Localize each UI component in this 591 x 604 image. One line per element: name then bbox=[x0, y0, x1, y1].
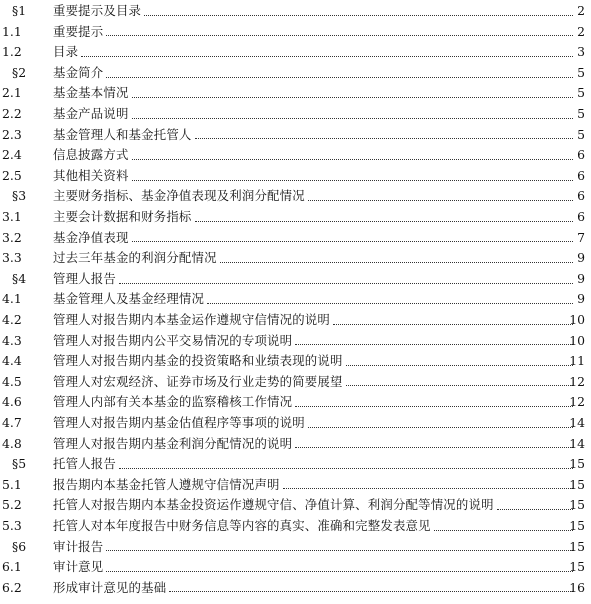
toc-entry-number: 2.5 bbox=[2, 167, 22, 183]
toc-dot-leader bbox=[220, 261, 573, 263]
toc-entry-page-number: 9 bbox=[577, 270, 585, 286]
toc-entry-number: §1 bbox=[12, 3, 27, 19]
toc-entry-title: 审计意见 bbox=[53, 559, 104, 575]
toc-entry-title-wrap bbox=[53, 229, 576, 245]
toc-entry-number: §6 bbox=[12, 538, 27, 554]
toc-dot-leader bbox=[106, 549, 573, 551]
toc-subsection-entry[interactable] bbox=[0, 166, 591, 187]
toc-entry-title-wrap bbox=[53, 87, 576, 99]
toc-subsection-entry[interactable] bbox=[0, 413, 591, 434]
toc-entry-page-number: 9 bbox=[577, 291, 585, 307]
toc-entry-number: 4.6 bbox=[2, 394, 22, 410]
toc-subsection-entry[interactable] bbox=[0, 475, 591, 496]
toc-subsection-entry[interactable] bbox=[0, 125, 591, 146]
toc-entry-title: 基金产品说明 bbox=[53, 106, 129, 122]
toc-entry-title: 基金净值表现 bbox=[53, 229, 129, 245]
toc-entry-title: 基金基本情况 bbox=[53, 85, 129, 101]
toc-entry-title-wrap bbox=[53, 458, 576, 470]
toc-entry-title: 重要提示及目录 bbox=[53, 3, 142, 19]
toc-entry-title-wrap bbox=[53, 64, 576, 80]
toc-entry-title-wrap bbox=[53, 167, 576, 183]
toc-dot-leader bbox=[106, 76, 573, 78]
toc-dot-leader bbox=[195, 220, 574, 222]
toc-entry-title: 形成审计意见的基础 bbox=[53, 579, 167, 595]
toc-entry-title: 审计报告 bbox=[53, 538, 104, 554]
toc-entry-title-wrap bbox=[53, 190, 576, 202]
toc-entry-number: §4 bbox=[12, 270, 27, 286]
toc-entry-number: 4.1 bbox=[2, 291, 22, 307]
toc-entry-number: 5.3 bbox=[2, 517, 22, 533]
toc-entry-number: 1.2 bbox=[2, 44, 22, 60]
toc-entry-title-wrap bbox=[53, 332, 576, 348]
toc-entry-title-wrap bbox=[53, 314, 576, 326]
toc-entry-title: 基金管理人及基金经理情况 bbox=[53, 291, 205, 307]
toc-subsection-entry[interactable] bbox=[0, 22, 591, 43]
toc-entry-title: 管理人对宏观经济、证券市场及行业走势的简要展望 bbox=[53, 373, 343, 389]
toc-subsection-entry[interactable] bbox=[0, 433, 591, 454]
toc-dot-leader bbox=[132, 117, 573, 119]
toc-entry-page-number: 14 bbox=[569, 414, 585, 430]
toc-subsection-entry[interactable] bbox=[0, 104, 591, 125]
toc-entry-page-number: 15 bbox=[569, 497, 585, 513]
toc-entry-title-wrap bbox=[53, 211, 576, 223]
toc-entry-page-number: 6 bbox=[577, 147, 585, 163]
toc-entry-number: 6.1 bbox=[2, 559, 22, 575]
toc-section-entry[interactable] bbox=[0, 63, 591, 84]
toc-entry-number: §3 bbox=[12, 188, 27, 204]
toc-dot-leader bbox=[132, 179, 573, 181]
toc-entry-number: 4.5 bbox=[2, 373, 22, 389]
toc-entry-page-number: 3 bbox=[577, 44, 585, 60]
toc-entry-title: 基金简介 bbox=[53, 64, 104, 80]
toc-entry-title: 目录 bbox=[53, 44, 79, 60]
toc-entry-title: 主要会计数据和财务指标 bbox=[53, 209, 192, 225]
toc-entry-number: 2.4 bbox=[2, 147, 22, 163]
toc-entry-number: 6.2 bbox=[2, 579, 22, 595]
toc-entry-number: 1.1 bbox=[2, 23, 22, 39]
toc-entry-title-wrap bbox=[53, 396, 576, 408]
toc-entry-title-wrap bbox=[53, 293, 576, 305]
toc-dot-leader bbox=[106, 34, 573, 36]
toc-subsection-entry[interactable] bbox=[0, 557, 591, 578]
toc-entry-title: 过去三年基金的利润分配情况 bbox=[53, 250, 217, 266]
toc-entry-page-number: 12 bbox=[569, 373, 585, 389]
toc-entry-title-wrap bbox=[53, 252, 576, 264]
toc-entry-page-number: 6 bbox=[577, 209, 585, 225]
toc-subsection-entry[interactable] bbox=[0, 310, 591, 331]
toc-dot-leader bbox=[132, 96, 573, 98]
toc-entry-page-number: 6 bbox=[577, 188, 585, 204]
toc-dot-leader bbox=[195, 137, 574, 139]
toc-entry-title-wrap bbox=[53, 373, 576, 389]
toc-entry-title-wrap bbox=[53, 435, 576, 451]
toc-entry-title: 信息披露方式 bbox=[53, 147, 129, 163]
toc-entry-title: 基金管理人和基金托管人 bbox=[53, 126, 192, 142]
toc-dot-leader bbox=[132, 240, 573, 242]
toc-dot-leader bbox=[144, 14, 573, 16]
toc-dot-leader bbox=[81, 55, 573, 57]
toc-subsection-entry[interactable] bbox=[0, 145, 591, 166]
toc-dot-leader bbox=[295, 405, 573, 407]
toc-entry-title: 管理人对报告期内基金利润分配情况的说明 bbox=[53, 435, 293, 451]
toc-entry-number: §2 bbox=[12, 64, 27, 80]
toc-entry-page-number: 10 bbox=[569, 312, 585, 327]
toc-entry-title: 重要提示 bbox=[53, 23, 104, 39]
toc-subsection-entry[interactable] bbox=[0, 289, 591, 310]
toc-subsection-entry[interactable] bbox=[0, 516, 591, 537]
toc-dot-leader bbox=[497, 508, 573, 510]
toc-entry-title: 管理人对报告期内基金的投资策略和业绩表现的说明 bbox=[53, 353, 343, 369]
toc-subsection-entry[interactable] bbox=[0, 392, 591, 413]
toc-entry-title: 托管人报告 bbox=[53, 456, 116, 472]
toc-dot-leader bbox=[169, 590, 573, 592]
toc-dot-leader bbox=[207, 302, 573, 304]
toc-entry-title: 管理人对报告期内公平交易情况的专项说明 bbox=[53, 332, 293, 348]
toc-entry-page-number: 6 bbox=[577, 167, 585, 183]
toc-entry-title-wrap bbox=[53, 23, 576, 39]
toc-entry-title-wrap bbox=[53, 476, 576, 492]
toc-entry-page-number: 5 bbox=[577, 106, 585, 122]
toc-subsection-entry[interactable] bbox=[0, 578, 591, 599]
toc-dot-leader bbox=[106, 570, 573, 572]
toc-entry-title-wrap bbox=[53, 561, 576, 573]
toc-entry-number: 4.2 bbox=[2, 312, 22, 327]
toc-dot-leader bbox=[333, 323, 573, 325]
toc-subsection-entry[interactable] bbox=[0, 42, 591, 63]
toc-entry-number: §5 bbox=[12, 456, 27, 472]
toc-entry-title-wrap bbox=[53, 579, 576, 595]
toc-entry-title: 托管人对本年度报告中财务信息等内容的真实、准确和完整发表意见 bbox=[53, 517, 431, 533]
toc-entry-title: 其他相关资料 bbox=[53, 167, 129, 183]
toc-entry-title: 管理人报告 bbox=[53, 270, 116, 286]
toc-entry-page-number: 15 bbox=[569, 456, 585, 472]
toc-entry-page-number: 5 bbox=[577, 85, 585, 101]
toc-entry-title-wrap bbox=[53, 46, 576, 58]
toc-entry-title: 管理人内部有关本基金的监察稽核工作情况 bbox=[53, 394, 293, 410]
toc-subsection-entry[interactable] bbox=[0, 248, 591, 269]
toc-entry-title-wrap bbox=[53, 149, 576, 161]
toc-dot-leader bbox=[346, 364, 573, 366]
toc-entry-number: 3.3 bbox=[2, 250, 22, 266]
toc-section-entry[interactable] bbox=[0, 269, 591, 290]
toc-subsection-entry[interactable] bbox=[0, 83, 591, 104]
toc-entry-page-number: 7 bbox=[577, 229, 585, 245]
toc-dot-leader bbox=[119, 282, 573, 284]
toc-subsection-entry[interactable] bbox=[0, 351, 591, 372]
toc-entry-page-number: 10 bbox=[569, 332, 585, 348]
toc-entry-page-number: 5 bbox=[577, 64, 585, 80]
toc-entry-page-number: 15 bbox=[569, 517, 585, 533]
toc-dot-leader bbox=[346, 384, 573, 386]
toc-entry-number: 2.2 bbox=[2, 106, 22, 122]
toc-dot-leader bbox=[295, 343, 573, 345]
toc-section-entry[interactable] bbox=[0, 1, 591, 22]
toc-entry-title-wrap bbox=[53, 5, 576, 17]
toc-entry-number: 5.1 bbox=[2, 476, 22, 492]
toc-entry-title-wrap bbox=[53, 270, 576, 286]
toc-dot-leader bbox=[308, 426, 573, 428]
toc-entry-page-number: 16 bbox=[569, 579, 585, 595]
toc-entry-number: 3.1 bbox=[2, 209, 22, 225]
toc-entry-page-number: 2 bbox=[577, 3, 585, 19]
toc-entry-page-number: 9 bbox=[577, 250, 585, 266]
toc-entry-number: 2.3 bbox=[2, 126, 22, 142]
toc-entry-number: 4.7 bbox=[2, 414, 22, 430]
toc-entry-page-number: 15 bbox=[569, 476, 585, 492]
toc-entry-title: 托管人对报告期内本基金投资运作遵规守信、净值计算、利润分配等情况的说明 bbox=[53, 497, 494, 513]
toc-entry-number: 5.2 bbox=[2, 497, 22, 513]
toc-entry-title: 主要财务指标、基金净值表现及利润分配情况 bbox=[53, 188, 305, 204]
toc-entry-page-number: 14 bbox=[569, 435, 585, 451]
toc-entry-page-number: 15 bbox=[569, 538, 585, 554]
toc-entry-title-wrap bbox=[53, 414, 576, 430]
toc-subsection-entry[interactable] bbox=[0, 495, 591, 516]
toc-entry-number: 4.8 bbox=[2, 435, 22, 451]
toc-section-entry[interactable] bbox=[0, 536, 591, 557]
toc-entry-page-number: 11 bbox=[569, 353, 585, 369]
toc-entry-page-number: 2 bbox=[577, 23, 585, 39]
toc-dot-leader bbox=[308, 199, 573, 201]
toc-dot-leader bbox=[119, 467, 573, 469]
toc-entry-title-wrap bbox=[53, 517, 576, 533]
toc-section-entry[interactable] bbox=[0, 454, 591, 475]
toc-entry-page-number: 5 bbox=[577, 126, 585, 142]
toc-entry-number: 2.1 bbox=[2, 85, 22, 101]
toc-subsection-entry[interactable] bbox=[0, 331, 591, 352]
toc-entry-title: 管理人对报告期内本基金运作遵规守信情况的说明 bbox=[53, 312, 330, 327]
toc-dot-leader bbox=[283, 487, 573, 489]
toc-dot-leader bbox=[132, 158, 573, 160]
toc-entry-title: 管理人对报告期内基金估值程序等事项的说明 bbox=[53, 414, 305, 430]
toc-entry-title-wrap bbox=[53, 499, 576, 511]
toc-entry-title-wrap bbox=[53, 538, 576, 554]
toc-entry-title-wrap bbox=[53, 126, 576, 142]
toc-entry-page-number: 15 bbox=[569, 559, 585, 575]
toc-section-entry[interactable] bbox=[0, 186, 591, 207]
toc-entry-number: 3.2 bbox=[2, 229, 22, 245]
toc-entry-title: 报告期内本基金托管人遵规守信情况声明 bbox=[53, 476, 280, 492]
toc-entry-page-number: 12 bbox=[569, 394, 585, 410]
toc-dot-leader bbox=[295, 446, 573, 448]
toc-entry-title-wrap bbox=[53, 355, 576, 367]
toc-dot-leader bbox=[434, 529, 573, 531]
toc-subsection-entry[interactable] bbox=[0, 228, 591, 249]
toc-entry-title-wrap bbox=[53, 108, 576, 120]
toc-subsection-entry[interactable] bbox=[0, 372, 591, 393]
toc-subsection-entry[interactable] bbox=[0, 207, 591, 228]
toc-entry-number: 4.3 bbox=[2, 332, 22, 348]
toc-entry-number: 4.4 bbox=[2, 353, 22, 369]
